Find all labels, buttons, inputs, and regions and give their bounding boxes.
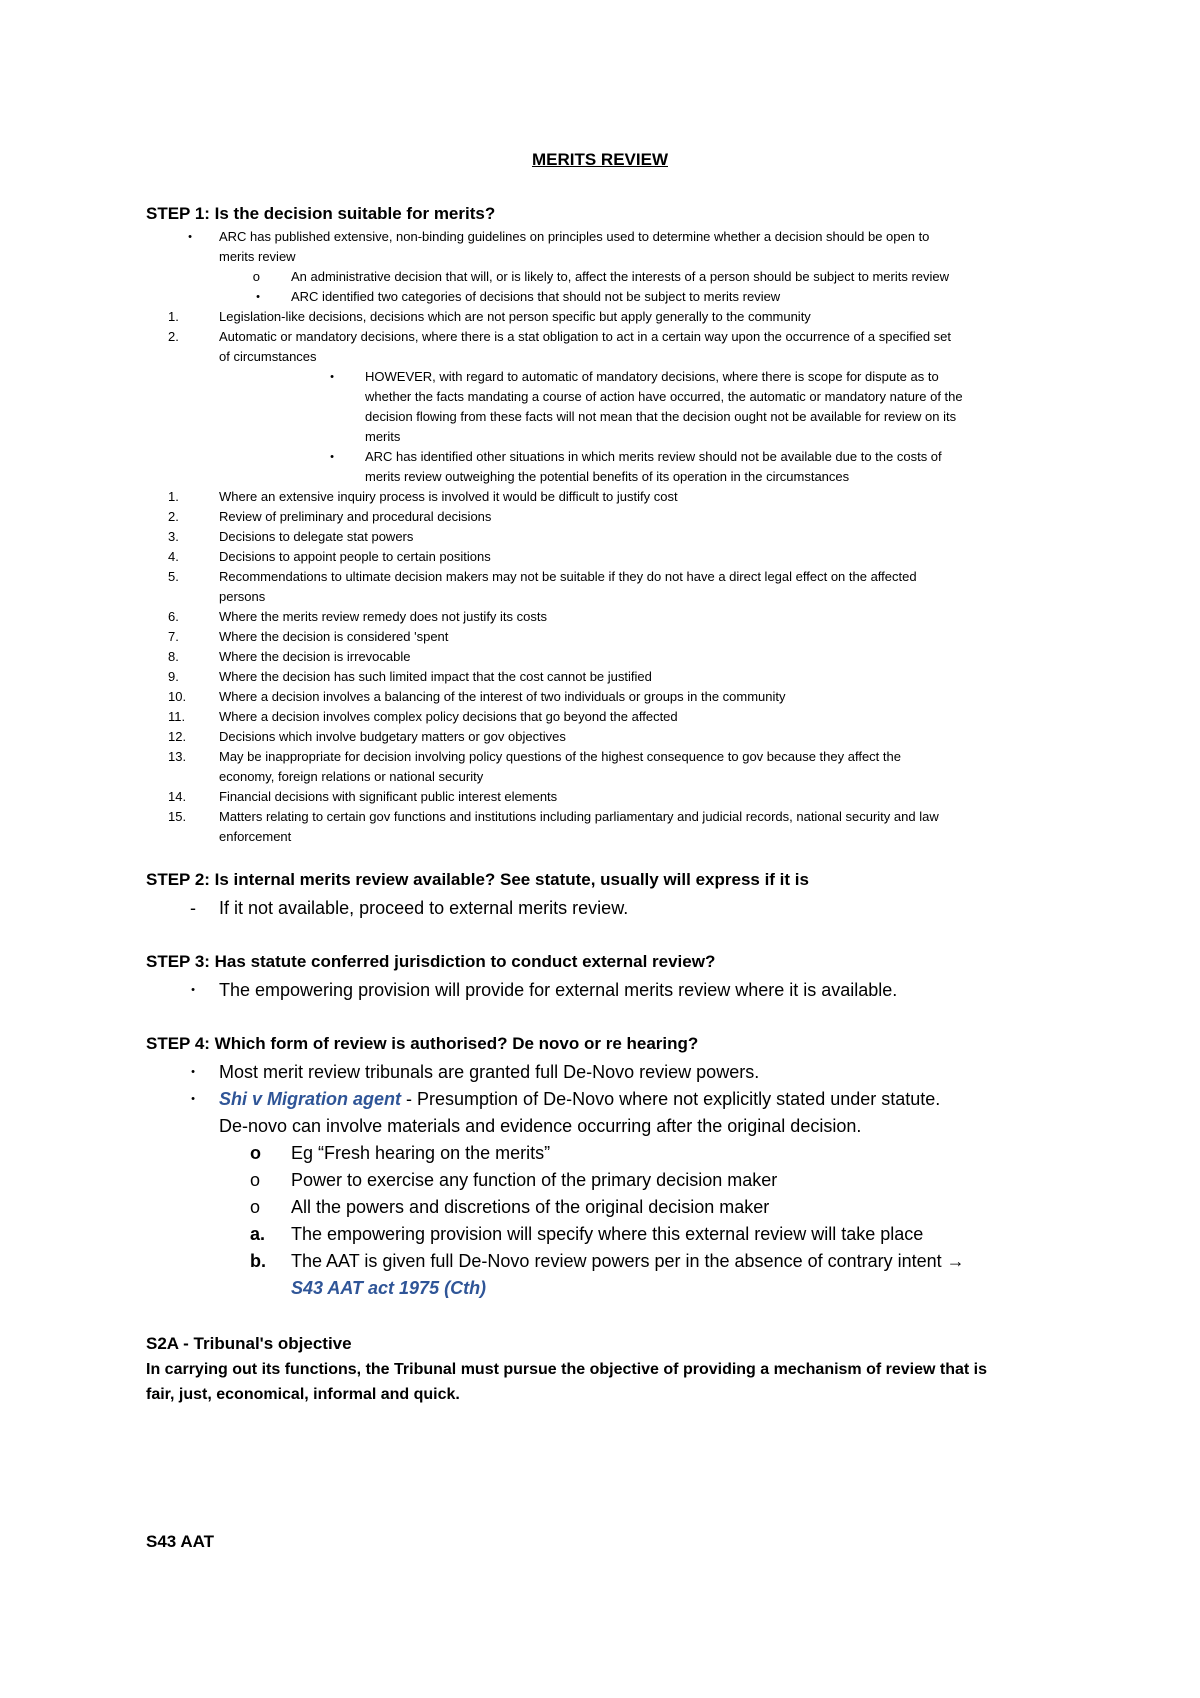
- step4-item1: Most merit review tribunals are granted full De-Novo review powers.: [219, 1062, 760, 1082]
- step1-sub2: ARC identified two categories of decisions that should not be subject to merits review: [291, 289, 781, 304]
- category-line: Automatic or mandatory decisions, where there is a stat obligation to act in a certain way upon the occurrence of a specified set: [219, 329, 952, 344]
- step1-sub1: An administrative decision that will, or is likely to, affect the interests of a person should be subject to merits review: [291, 269, 950, 284]
- sub-item-text: The empowering provision will specify where this external review will take place: [291, 1224, 924, 1244]
- s2a-line2: fair, just, economical, informal and quick.: [146, 1386, 460, 1403]
- situation-line: Where the decision has such limited impact that the cost cannot be justified: [219, 669, 652, 684]
- step2-heading: STEP 2: Is internal merits review available? See statute, usually will express if it is: [146, 870, 809, 889]
- bullet-marker: •: [188, 231, 192, 243]
- list-number: 13.: [168, 749, 187, 764]
- sub-item-marker: o: [250, 1197, 261, 1217]
- situation-line: Financial decisions with significant public interest elements: [219, 789, 558, 804]
- list-number: 9.: [168, 669, 179, 684]
- situation-line: May be inappropriate for decision involving policy questions of the highest consequence to gov because they affect the: [219, 749, 901, 764]
- situation-line: Where the merits review remedy does not justify its costs: [219, 609, 548, 624]
- list-number: 15.: [168, 809, 187, 824]
- step1-bullet1-line2: merits review: [219, 249, 296, 264]
- s2a-heading: S2A - Tribunal's objective: [146, 1334, 352, 1353]
- sub-item-marker: a.: [250, 1224, 266, 1244]
- bullet-marker: •: [191, 1066, 195, 1078]
- step1-heading: STEP 1: Is the decision suitable for merits?: [146, 204, 496, 223]
- case-name: Shi v Migration agent: [219, 1089, 402, 1109]
- deep-bullet-line: decision flowing from these facts will not mean that the decision ought not be available for review on its: [365, 409, 957, 424]
- list-number: 12.: [168, 729, 187, 744]
- step4-item2: [219, 1086, 940, 1113]
- s43-heading: S43 AAT: [146, 1532, 215, 1551]
- list-number: 3.: [168, 529, 179, 544]
- situation-line: Decisions which involve budgetary matters or gov objectives: [219, 729, 566, 744]
- list-number: 14.: [168, 789, 187, 804]
- situation-line: Matters relating to certain gov functions and institutions including parliamentary and judicial records, national security and law: [219, 809, 939, 824]
- sub-item-marker: o: [250, 1143, 261, 1163]
- sub-item-marker: b.: [250, 1251, 266, 1271]
- s2a-line1: In carrying out its functions, the Tribunal must pursue the objective of providing a mechanism of review that is: [146, 1361, 988, 1378]
- bullet-marker: •: [191, 1093, 195, 1105]
- situation-line: Where a decision involves a balancing of the interest of two individuals or groups in the community: [219, 689, 786, 704]
- dash-marker: -: [190, 898, 196, 918]
- situation-line: Recommendations to ultimate decision makers may not be suitable if they do not have a direct legal effect on the affected: [219, 569, 917, 584]
- deep-bullet-line: merits: [365, 429, 401, 444]
- situation-line: Where the decision is considered 'spent: [219, 629, 449, 644]
- list-number: 8.: [168, 649, 179, 664]
- step3-heading: STEP 3: Has statute conferred jurisdiction to conduct external review?: [146, 952, 716, 971]
- bullet-marker: •: [191, 984, 195, 996]
- list-number: 7.: [168, 629, 179, 644]
- bullet-marker: •: [330, 371, 334, 383]
- deep-bullet-line: merits review outweighing the potential benefits of its operation in the circumstances: [365, 469, 850, 484]
- step1-bullet1-line1: ARC has published extensive, non-binding guidelines on principles used to determine whether a decision should be open to: [219, 229, 930, 244]
- step3-item: The empowering provision will provide for external merits review where it is available.: [219, 980, 898, 1000]
- deep-bullet-line: ARC has identified other situations in which merits review should not be available due to the costs of: [365, 449, 942, 464]
- list-number: 2.: [168, 509, 179, 524]
- list-number: 1.: [168, 489, 179, 504]
- situation-line: Review of preliminary and procedural decisions: [219, 509, 492, 524]
- situation-line: Decisions to appoint people to certain positions: [219, 549, 491, 564]
- sub-item-text: All the powers and discretions of the original decision maker: [291, 1197, 770, 1217]
- sub-item-marker: o: [250, 1170, 261, 1190]
- situation-line: enforcement: [219, 829, 292, 844]
- situation-line: economy, foreign relations or national security: [219, 769, 484, 784]
- sub-item-text: The AAT is given full De-Novo review powers per in the absence of contrary intent →: [291, 1251, 965, 1271]
- situation-line: Where the decision is irrevocable: [219, 649, 411, 664]
- bullet-marker: •: [330, 451, 334, 463]
- category-line: Legislation-like decisions, decisions which are not person specific but apply generally to the community: [219, 309, 811, 324]
- step4-item2-rest: - Presumption of De-Novo where not explicitly stated under statute.: [401, 1089, 941, 1109]
- deep-bullet-line: whether the facts mandating a course of action have occurred, the automatic or mandatory nature of the: [365, 389, 963, 404]
- list-number: 2.: [168, 329, 179, 344]
- list-number: 11.: [168, 709, 186, 724]
- sub-marker: o: [252, 269, 260, 284]
- list-number: 1.: [168, 309, 179, 324]
- list-number: 5.: [168, 569, 179, 584]
- category-line: of circumstances: [219, 349, 317, 364]
- situation-line: Decisions to delegate stat powers: [219, 529, 414, 544]
- step2-item: If it not available, proceed to external merits review.: [219, 898, 629, 918]
- list-number: 6.: [168, 609, 179, 624]
- deep-bullet-line: HOWEVER, with regard to automatic of mandatory decisions, where there is scope for dispute as to: [365, 369, 939, 384]
- list-number: 4.: [168, 549, 179, 564]
- page-title: MERITS REVIEW: [531, 150, 668, 169]
- bullet-marker: •: [256, 291, 260, 303]
- sub-item-text: Power to exercise any function of the primary decision maker: [291, 1170, 778, 1190]
- step4-heading: STEP 4: Which form of review is authorised? De novo or re hearing?: [146, 1034, 699, 1053]
- situation-line: persons: [219, 589, 266, 604]
- situation-line: Where a decision involves complex policy decisions that go beyond the affected: [219, 709, 678, 724]
- statute-reference: S43 AAT act 1975 (Cth): [291, 1278, 487, 1298]
- list-number: 10.: [168, 689, 187, 704]
- sub-item-text: Eg “Fresh hearing on the merits”: [291, 1143, 551, 1163]
- step4-item2-line2: De-novo can involve materials and evidence occurring after the original decision.: [219, 1116, 862, 1136]
- situation-line: Where an extensive inquiry process is involved it would be difficult to justify cost: [219, 489, 678, 504]
